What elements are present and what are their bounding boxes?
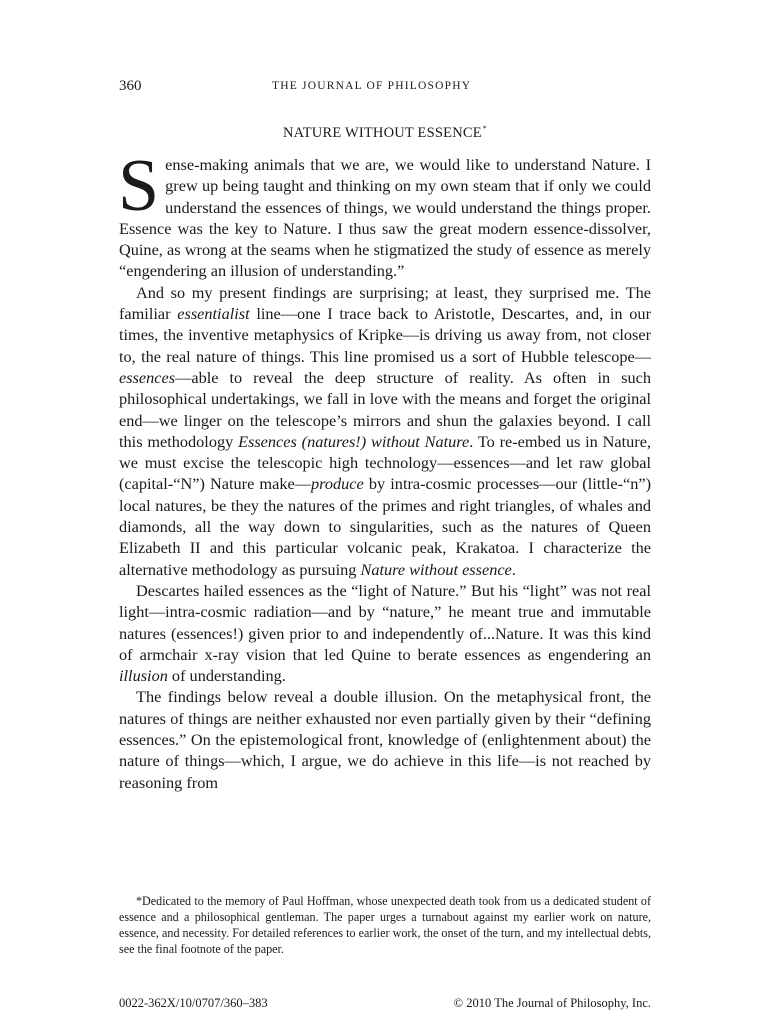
paragraph-3 — [119, 580, 651, 686]
text-run: The findings below reveal a double illusion. On the metaphysical front, the natures of things are neither exhausted nor even partially given by their “defining essences.” On the epistemological front, knowledge of (enlightenment about) the nature of things—which, I argue, we do achieve in this life—is not reached by reasoning from — [119, 687, 651, 792]
italic-term: illusion — [119, 666, 168, 686]
drop-cap: S — [118, 145, 160, 227]
text-run: And so my present findings are surprising; at least, they surprised me. The familiar — [119, 282, 651, 324]
text-run: . To re-embed us in Nature, we must excise the telescopic high technology—essences—and let raw global (capital-“N”) Nature make— — [119, 431, 651, 494]
text-run: Descartes hailed essences as the “light of Nature.” But his “light” was not real light—intra-cosmic radiation—and by “nature,” he meant true and immutable natures (essences!) given prior to and independently of...Nature. It was this kind of armchair x-ray vision that led Quine to berate essences as engendering an — [119, 580, 651, 664]
text-run: . — [511, 559, 516, 579]
text-run: of understanding. — [167, 666, 286, 686]
italic-term: Essences (natures!) without Nature — [238, 431, 470, 451]
title-footnote-mark: * — [482, 124, 487, 133]
italic-term: essences — [119, 367, 176, 387]
copyright-notice: © 2010 The Journal of Philosophy, Inc. — [453, 996, 651, 1010]
journal-name: THE JOURNAL OF PHILOSOPHY — [272, 80, 472, 92]
text-run: —able to reveal the deep structure of reality. As often in such philosophical undertakings, we fall in love with the means and forget the original end—we linger on the telescope’s mirrors and shun the galaxies beyond. I call this methodology — [119, 367, 651, 451]
issn-code: 0022-362X/10/0707/360–383 — [119, 996, 268, 1010]
text-run: by intra-cosmic processes—our (little-“n”) local natures, be they the natures of the primes and right triangles, of whales and diamonds, all the way down to singularities, such as the natures of Queen Elizabeth II and this particular volcanic peak, Krakatoa. I characterize the alternative methodology as pursuing — [119, 474, 652, 579]
paragraph-1-text: ense-making animals that we are, we would like to understand Nature. I grew up being taught and thinking on my own steam that if only we could understand the essences of things, we would understand the things proper. Essence was the key to Nature. I thus saw the great modern essence-dissolver, Quine, as wrong at the seams when he stigmatized the study of essence as merely “engendering an illusion of understanding.” — [119, 155, 651, 281]
text-run: line—one I trace back to Aristotle, Descartes, and, in our times, the inventive metaphysics of Kripke—is driving us away from, not closer to, the real nature of things. This line promised us a sort of Hubble telescope— — [119, 304, 651, 366]
paragraph-1 — [118, 145, 651, 282]
article-title — [119, 124, 651, 142]
italic-term: produce — [310, 474, 364, 494]
page-footer — [119, 996, 651, 1012]
paragraph-4 — [119, 686, 651, 792]
page-number: 360 — [119, 78, 142, 94]
journal-page — [119, 0, 651, 1024]
paragraph-2 — [119, 282, 651, 580]
italic-term: essentialist — [177, 304, 250, 324]
running-head — [119, 78, 651, 98]
footnote-text: Dedicated to the memory of Paul Hoffman, whose unexpected death took from us a dedicated student of essence and a philosophical gentleman. The paper urges a turnabout against my earlier work on nature, essence, and necessity. For detailed references to earlier work, the onset of the turn, and my intellectual debts, see the final footnote of the paper. — [119, 894, 651, 956]
article-body — [118, 145, 652, 793]
article-title-text: NATURE WITHOUT ESSENCE — [282, 125, 482, 141]
footnote-mark: * — [136, 894, 143, 908]
italic-term: Nature without essence — [360, 559, 512, 579]
footnote-paragraph — [119, 893, 651, 957]
footnote — [119, 893, 651, 957]
